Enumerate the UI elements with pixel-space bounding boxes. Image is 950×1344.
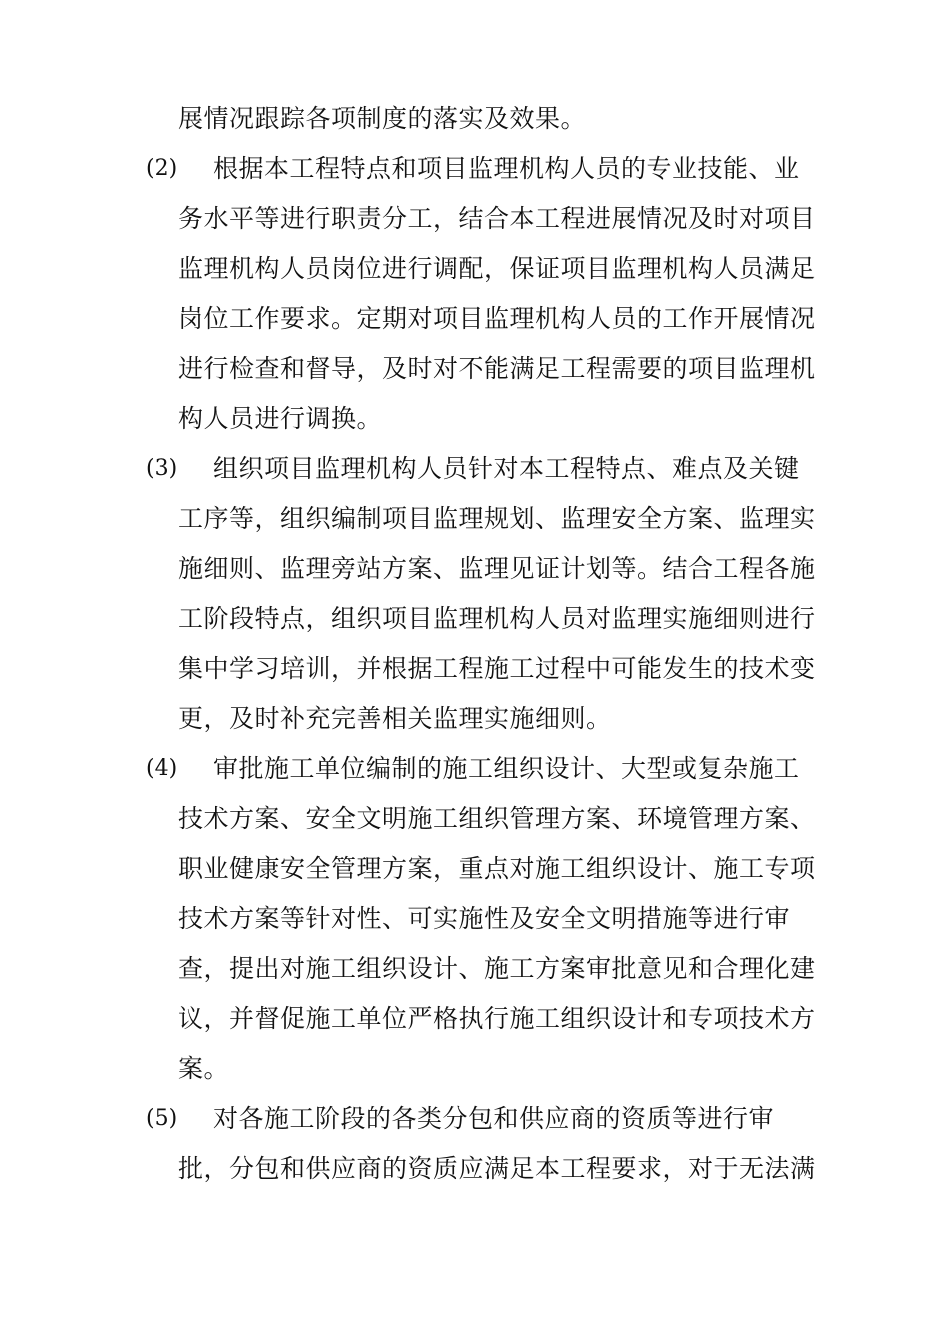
text-line: 技术方案、安全文明施工组织管理方案、环境管理方案、 <box>178 804 816 833</box>
item-number: (3) <box>146 456 178 481</box>
text-line: 技术方案等针对性、可实施性及安全文明措施等进行审 <box>178 904 791 933</box>
text-line: 职业健康安全管理方案，重点对施工组织设计、施工专项 <box>178 854 816 883</box>
text-line: 批，分包和供应商的资质应满足本工程要求，对于无法满 <box>178 1154 816 1183</box>
item-number: (4) <box>146 756 178 781</box>
text-line: 审批施工单位编制的施工组织设计、大型或复杂施工 <box>213 754 800 783</box>
text-line: 工阶段特点，组织项目监理机构人员对监理实施细则进行 <box>178 604 816 633</box>
text-line: 查，提出对施工组织设计、施工方案审批意见和合理化建 <box>178 954 816 983</box>
text-line: 对各施工阶段的各类分包和供应商的资质等进行审 <box>213 1104 775 1133</box>
text-line: 集中学习培训，并根据工程施工过程中可能发生的技术变 <box>178 654 816 683</box>
text-line: 岗位工作要求。定期对项目监理机构人员的工作开展情况 <box>178 304 816 333</box>
text-line: 工序等，组织编制项目监理规划、监理安全方案、监理实 <box>178 504 816 533</box>
text-line: 议，并督促施工单位严格执行施工组织设计和专项技术方 <box>178 1004 816 1033</box>
text-line: 组织项目监理机构人员针对本工程特点、难点及关键 <box>213 454 800 483</box>
text-line: 施细则、监理旁站方案、监理见证计划等。结合工程各施 <box>178 554 816 583</box>
text-line: 监理机构人员岗位进行调配，保证项目监理机构人员满足 <box>178 254 816 283</box>
text-line: 案。 <box>178 1054 230 1083</box>
text-line: 务水平等进行职责分工，结合本工程进展情况及时对项目 <box>178 204 816 233</box>
text-line: 展情况跟踪各项制度的落实及效果。 <box>178 104 587 133</box>
item-number: (5) <box>146 1106 178 1131</box>
text-line: 根据本工程特点和项目监理机构人员的专业技能、业 <box>213 154 800 183</box>
text-line: 构人员进行调换。 <box>178 404 383 433</box>
item-number: (2) <box>146 156 178 181</box>
text-line: 进行检查和督导，及时对不能满足工程需要的项目监理机 <box>178 354 816 383</box>
text-line: 更，及时补充完善相关监理实施细则。 <box>178 704 612 733</box>
